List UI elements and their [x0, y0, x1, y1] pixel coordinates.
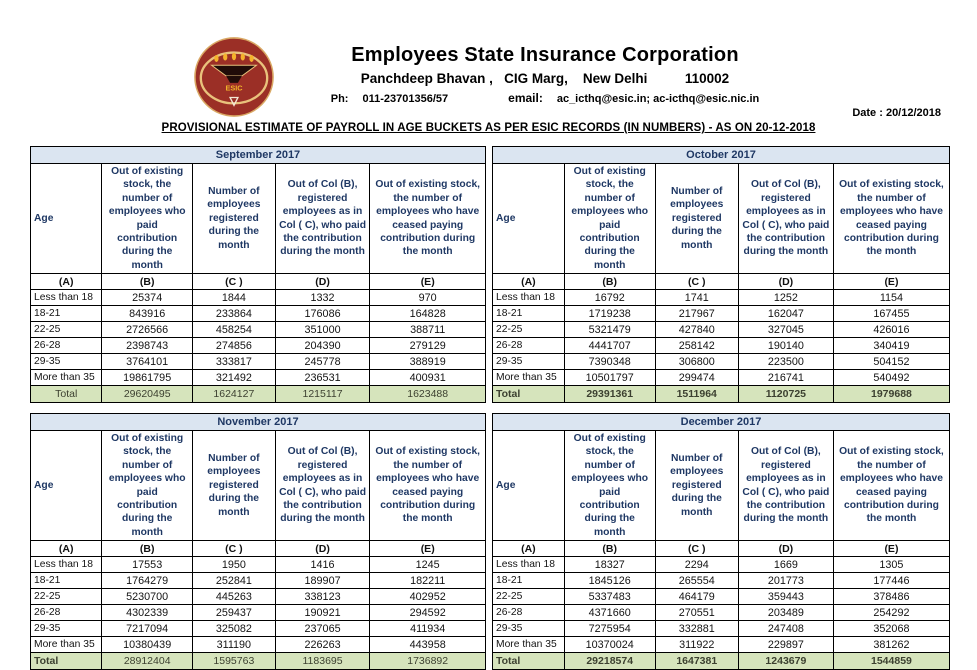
value-cell: 2398743	[102, 338, 193, 354]
value-cell: 274856	[192, 338, 275, 354]
value-cell: 254292	[833, 605, 949, 621]
column-header: Out of existing stock, the number of employees who paid contribution during the month	[564, 164, 655, 274]
column-header: Age	[493, 164, 565, 274]
age-bucket-cell: 22-25	[493, 322, 565, 338]
table-row	[31, 637, 486, 653]
age-bucket-cell: 29-35	[31, 621, 102, 637]
value-cell: 388711	[370, 322, 486, 338]
age-bucket-cell: 29-35	[493, 621, 565, 637]
value-cell: 258142	[655, 338, 738, 354]
value-cell: 400931	[370, 370, 486, 386]
email-addresses: ac_icthq@esic.in; ac-icthq@esic.nic.in	[556, 93, 760, 105]
value-cell: 182211	[370, 573, 486, 589]
column-header: Age	[31, 431, 102, 541]
value-cell: 259437	[192, 605, 275, 621]
value-cell: 190140	[738, 338, 833, 354]
value-cell: 325082	[192, 621, 275, 637]
value-cell: 177446	[833, 573, 949, 589]
age-bucket-cell: Less than 18	[493, 557, 565, 573]
total-value-cell: 1183695	[275, 653, 370, 670]
value-cell: 25374	[102, 290, 193, 306]
age-bucket-cell: 18-21	[493, 573, 565, 589]
value-cell: 1845126	[564, 573, 655, 589]
month-title: November 2017	[31, 414, 486, 431]
email-label: email:	[508, 91, 543, 105]
value-cell: 4302339	[102, 605, 193, 621]
total-value-cell: 1595763	[192, 653, 275, 670]
column-header: Out of existing stock, the number of employees who have ceased paying contribution during the month	[833, 431, 949, 541]
month-table-september-2017	[30, 146, 486, 403]
value-cell: 164828	[370, 306, 486, 322]
column-header: Out of existing stock, the number of employees who paid contribution during the month	[102, 164, 193, 274]
total-label: Total	[493, 653, 565, 670]
value-cell: 247408	[738, 621, 833, 637]
total-row	[31, 653, 486, 670]
contact-line	[113, 91, 977, 105]
value-cell: 5230700	[102, 589, 193, 605]
value-cell: 265554	[655, 573, 738, 589]
value-cell: 381262	[833, 637, 949, 653]
table-row	[493, 306, 950, 322]
value-cell: 270551	[655, 605, 738, 621]
logo-esic-text: ESIC	[225, 83, 243, 93]
age-bucket-cell: 26-28	[31, 338, 102, 354]
value-cell: 1741	[655, 290, 738, 306]
value-cell: 1669	[738, 557, 833, 573]
value-cell: 201773	[738, 573, 833, 589]
total-value-cell: 1979688	[833, 386, 949, 403]
value-cell: 2726566	[102, 322, 193, 338]
value-cell: 216741	[738, 370, 833, 386]
value-cell: 1416	[275, 557, 370, 573]
value-cell: 236531	[275, 370, 370, 386]
value-cell: 1252	[738, 290, 833, 306]
table-row	[493, 290, 950, 306]
total-value-cell: 1736892	[370, 653, 486, 670]
value-cell: 204390	[275, 338, 370, 354]
age-bucket-cell: More than 35	[31, 370, 102, 386]
value-cell: 167455	[833, 306, 949, 322]
month-title: December 2017	[493, 414, 950, 431]
column-header: Out of Col (B), registered employees as in Col ( C), who paid the contribution during the month	[738, 431, 833, 541]
value-cell: 217967	[655, 306, 738, 322]
value-cell: 311190	[192, 637, 275, 653]
value-cell: 351000	[275, 322, 370, 338]
value-cell: 4441707	[564, 338, 655, 354]
total-value-cell: 1511964	[655, 386, 738, 403]
table-row	[31, 621, 486, 637]
table-row	[31, 338, 486, 354]
value-cell: 1332	[275, 290, 370, 306]
column-header: Number of employees registered during the month	[655, 431, 738, 541]
document-title: PROVISIONAL ESTIMATE OF PAYROLL IN AGE BUCKETS AS PER ESIC RECORDS (IN NUMBERS) - AS ON 20-12-2018	[161, 122, 816, 134]
column-label: (D)	[738, 274, 833, 290]
total-value-cell: 1624127	[192, 386, 275, 403]
value-cell: 352068	[833, 621, 949, 637]
table-row	[493, 557, 950, 573]
column-label: (B)	[564, 541, 655, 557]
value-cell: 327045	[738, 322, 833, 338]
value-cell: 233864	[192, 306, 275, 322]
column-label: (A)	[31, 274, 102, 290]
value-cell: 970	[370, 290, 486, 306]
value-cell: 10501797	[564, 370, 655, 386]
table-row	[493, 354, 950, 370]
column-label: (D)	[738, 541, 833, 557]
total-value-cell: 1120725	[738, 386, 833, 403]
value-cell: 333817	[192, 354, 275, 370]
value-cell: 190921	[275, 605, 370, 621]
value-cell: 7217094	[102, 621, 193, 637]
column-label: (A)	[493, 274, 565, 290]
age-bucket-cell: Less than 18	[31, 557, 102, 573]
age-bucket-cell: 18-21	[493, 306, 565, 322]
value-cell: 226263	[275, 637, 370, 653]
value-cell: 464179	[655, 589, 738, 605]
value-cell: 17553	[102, 557, 193, 573]
age-bucket-cell: 22-25	[31, 322, 102, 338]
org-name: Employees State Insurance Corporation	[351, 44, 739, 66]
value-cell: 245778	[275, 354, 370, 370]
total-value-cell: 1243679	[738, 653, 833, 670]
total-row	[493, 386, 950, 403]
total-value-cell: 1544859	[833, 653, 949, 670]
age-bucket-cell: 26-28	[493, 605, 565, 621]
table-row	[493, 338, 950, 354]
column-label: (A)	[493, 541, 565, 557]
phone-label: Ph:	[330, 93, 349, 105]
table-row	[31, 589, 486, 605]
column-label: (C )	[655, 541, 738, 557]
total-value-cell: 1647381	[655, 653, 738, 670]
column-header: Out of existing stock, the number of employees who have ceased paying contribution during the month	[833, 164, 949, 274]
month-table-december-2017	[492, 413, 950, 670]
value-cell: 19861795	[102, 370, 193, 386]
value-cell: 237065	[275, 621, 370, 637]
value-cell: 1950	[192, 557, 275, 573]
column-label: (B)	[102, 541, 193, 557]
org-address: Panchdeep Bhavan , CIG Marg, New Delhi 110002	[360, 71, 730, 86]
table-row	[31, 370, 486, 386]
value-cell: 3764101	[102, 354, 193, 370]
column-label: (E)	[833, 274, 949, 290]
value-cell: 378486	[833, 589, 949, 605]
table-row	[493, 589, 950, 605]
phone-number: 011-23701356/57	[362, 93, 449, 105]
column-header: Out of existing stock, the number of employees who paid contribution during the month	[102, 431, 193, 541]
column-label: (B)	[564, 274, 655, 290]
column-header: Age	[493, 431, 565, 541]
value-cell: 443958	[370, 637, 486, 653]
column-header: Number of employees registered during the month	[192, 431, 275, 541]
value-cell: 1844	[192, 290, 275, 306]
value-cell: 540492	[833, 370, 949, 386]
value-cell: 1305	[833, 557, 949, 573]
value-cell: 411934	[370, 621, 486, 637]
value-cell: 7275954	[564, 621, 655, 637]
value-cell: 223500	[738, 354, 833, 370]
value-cell: 7390348	[564, 354, 655, 370]
column-header: Out of existing stock, the number of employees who paid contribution during the month	[564, 431, 655, 541]
age-bucket-cell: 26-28	[31, 605, 102, 621]
total-label: Total	[493, 386, 565, 403]
value-cell: 189907	[275, 573, 370, 589]
total-value-cell: 28912404	[102, 653, 193, 670]
table-row	[493, 573, 950, 589]
value-cell: 162047	[738, 306, 833, 322]
value-cell: 5337483	[564, 589, 655, 605]
value-cell: 2294	[655, 557, 738, 573]
age-bucket-cell: More than 35	[493, 637, 565, 653]
value-cell: 229897	[738, 637, 833, 653]
value-cell: 279129	[370, 338, 486, 354]
total-label: Total	[31, 386, 102, 403]
column-header: Out of Col (B), registered employees as in Col ( C), who paid the contribution during the month	[275, 431, 370, 541]
letterhead	[113, 44, 977, 105]
column-label: (D)	[275, 274, 370, 290]
total-value-cell: 1623488	[370, 386, 486, 403]
column-header: Out of Col (B), registered employees as in Col ( C), who paid the contribution during the month	[738, 164, 833, 274]
value-cell: 18327	[564, 557, 655, 573]
table-row	[493, 322, 950, 338]
value-cell: 338123	[275, 589, 370, 605]
value-cell: 311922	[655, 637, 738, 653]
total-row	[31, 386, 486, 403]
total-row	[493, 653, 950, 670]
value-cell: 427840	[655, 322, 738, 338]
age-bucket-cell: 22-25	[31, 589, 102, 605]
column-header: Out of Col (B), registered employees as in Col ( C), who paid the contribution during the month	[275, 164, 370, 274]
value-cell: 321492	[192, 370, 275, 386]
table-row	[31, 557, 486, 573]
value-cell: 426016	[833, 322, 949, 338]
column-header: Number of employees registered during the month	[655, 164, 738, 274]
column-header: Age	[31, 164, 102, 274]
total-label: Total	[31, 653, 102, 670]
value-cell: 458254	[192, 322, 275, 338]
value-cell: 1719238	[564, 306, 655, 322]
value-cell: 10380439	[102, 637, 193, 653]
column-label: (C )	[192, 274, 275, 290]
table-row	[31, 322, 486, 338]
table-row	[31, 290, 486, 306]
value-cell: 10370024	[564, 637, 655, 653]
total-value-cell: 29391361	[564, 386, 655, 403]
column-header: Out of existing stock, the number of employees who have ceased paying contribution during the month	[370, 164, 486, 274]
value-cell: 1154	[833, 290, 949, 306]
table-row	[493, 605, 950, 621]
column-header: Out of existing stock, the number of employees who have ceased paying contribution during the month	[370, 431, 486, 541]
value-cell: 402952	[370, 589, 486, 605]
age-bucket-cell: 29-35	[31, 354, 102, 370]
value-cell: 203489	[738, 605, 833, 621]
age-bucket-cell: More than 35	[31, 637, 102, 653]
table-row	[493, 621, 950, 637]
value-cell: 388919	[370, 354, 486, 370]
column-label: (B)	[102, 274, 193, 290]
column-label: (C )	[192, 541, 275, 557]
value-cell: 340419	[833, 338, 949, 354]
total-value-cell: 1215117	[275, 386, 370, 403]
column-label: (E)	[370, 541, 486, 557]
value-cell: 294592	[370, 605, 486, 621]
total-value-cell: 29218574	[564, 653, 655, 670]
value-cell: 504152	[833, 354, 949, 370]
column-header: Number of employees registered during the month	[192, 164, 275, 274]
age-bucket-cell: 18-21	[31, 573, 102, 589]
value-cell: 1245	[370, 557, 486, 573]
age-bucket-cell: 29-35	[493, 354, 565, 370]
total-value-cell: 29620495	[102, 386, 193, 403]
column-label: (A)	[31, 541, 102, 557]
age-bucket-cell: 22-25	[493, 589, 565, 605]
column-label: (E)	[833, 541, 949, 557]
age-bucket-cell: 26-28	[493, 338, 565, 354]
value-cell: 843916	[102, 306, 193, 322]
age-bucket-cell: Less than 18	[31, 290, 102, 306]
age-bucket-cell: Less than 18	[493, 290, 565, 306]
column-label: (C )	[655, 274, 738, 290]
value-cell: 176086	[275, 306, 370, 322]
column-label: (E)	[370, 274, 486, 290]
value-cell: 299474	[655, 370, 738, 386]
month-title: October 2017	[493, 147, 950, 164]
date-line: Date : 20/12/2018	[852, 107, 941, 119]
month-title: September 2017	[31, 147, 486, 164]
age-bucket-cell: More than 35	[493, 370, 565, 386]
value-cell: 359443	[738, 589, 833, 605]
table-row	[31, 306, 486, 322]
table-row	[493, 637, 950, 653]
value-cell: 306800	[655, 354, 738, 370]
table-row	[493, 370, 950, 386]
value-cell: 252841	[192, 573, 275, 589]
value-cell: 445263	[192, 589, 275, 605]
value-cell: 16792	[564, 290, 655, 306]
column-label: (D)	[275, 541, 370, 557]
table-row	[31, 354, 486, 370]
age-bucket-cell: 18-21	[31, 306, 102, 322]
table-row	[31, 605, 486, 621]
tables-grid	[30, 146, 950, 670]
value-cell: 5321479	[564, 322, 655, 338]
month-table-october-2017	[492, 146, 950, 403]
value-cell: 1764279	[102, 573, 193, 589]
value-cell: 4371660	[564, 605, 655, 621]
month-table-november-2017	[30, 413, 486, 670]
table-row	[31, 573, 486, 589]
value-cell: 332881	[655, 621, 738, 637]
